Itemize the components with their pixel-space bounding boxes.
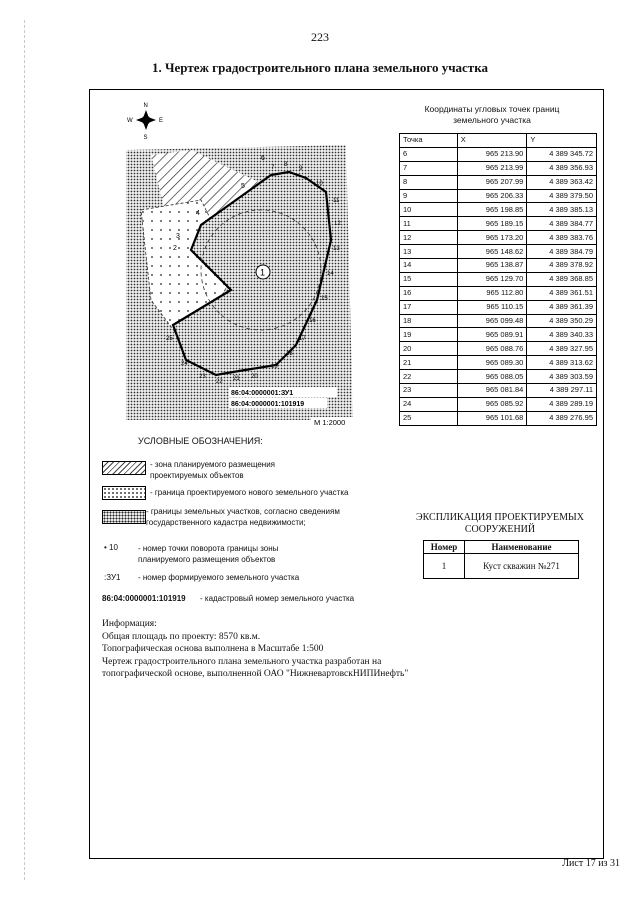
point-label: 10 <box>316 181 323 187</box>
table-row <box>400 328 597 342</box>
cell-y: 4 389 356.93 <box>527 161 597 175</box>
legend-title: УСЛОВНЫЕ ОБОЗНАЧЕНИЯ: <box>138 436 263 446</box>
table-row <box>400 384 597 398</box>
info-block <box>102 618 572 681</box>
cell-point: 22 <box>400 370 458 384</box>
legend-cad-text: - кадастровый номер земельного участка <box>200 594 355 603</box>
point-label: 15 <box>321 296 328 302</box>
legend-zu-text: - номер формируемого земельного участка <box>138 573 300 582</box>
cell-point: 24 <box>400 397 458 411</box>
point-label: 3 <box>176 233 180 240</box>
cell-x: 965 089.30 <box>457 356 527 370</box>
compass-south: S <box>143 135 148 141</box>
table-row <box>400 411 597 425</box>
table-row <box>400 217 597 231</box>
cell-y: 4 389 350.29 <box>527 314 597 328</box>
cell-point: 6 <box>400 147 458 161</box>
coords-title-line2: земельного участка <box>453 115 531 125</box>
cell-y: 4 389 384.77 <box>527 217 597 231</box>
cell-point: 15 <box>400 272 458 286</box>
table-row <box>400 231 597 245</box>
cell-y: 4 389 361.39 <box>527 300 597 314</box>
coords-title-line1: Координаты угловых точек границ <box>424 104 560 114</box>
cell-x: 965 138.87 <box>457 259 527 273</box>
point-label: 20 <box>251 374 258 380</box>
table-row <box>400 175 597 189</box>
cell-name: Куст скважин №271 <box>465 554 579 579</box>
page-number: 223 <box>311 30 329 44</box>
cadastral-number-label: 86:04:0000001:101919 <box>231 401 305 408</box>
table-row <box>400 397 597 411</box>
cell-point: 9 <box>400 189 458 203</box>
cell-y: 4 389 383.76 <box>527 231 597 245</box>
table-row <box>400 259 597 273</box>
cell-x: 965 088.76 <box>457 342 527 356</box>
point-label: 14 <box>327 271 334 277</box>
cell-y: 4 389 368.85 <box>527 272 597 286</box>
cell-x: 965 089.91 <box>457 328 527 342</box>
point-label: 2 <box>173 245 177 252</box>
cell-y: 4 389 345.72 <box>527 147 597 161</box>
page-title: 1. Чертеж градостроительного плана земельного участка <box>151 60 488 75</box>
cell-point: 17 <box>400 300 458 314</box>
info-note-line1: Чертеж градостроительного плана земельного участка разработан на <box>102 656 382 667</box>
cell-point: 18 <box>400 314 458 328</box>
info-scale: Топографическая основа выполнена в Масштабе 1:500 <box>102 644 324 654</box>
cell-point: 12 <box>400 231 458 245</box>
point-label: 7 <box>271 165 275 171</box>
cell-point: 25 <box>400 411 458 425</box>
cell-point: 7 <box>400 161 458 175</box>
col-name: Наименование <box>465 541 579 554</box>
cell-x: 965 081.84 <box>457 384 527 398</box>
col-point: Точка <box>400 134 458 148</box>
point-label: 11 <box>333 198 340 204</box>
info-note-line2: топографической основе, выполненной ОАО "НижневартовскНИПИнефть" <box>102 669 409 679</box>
point-label: 16 <box>309 318 316 324</box>
cell-point: 14 <box>400 259 458 273</box>
info-heading: Информация: <box>102 619 157 629</box>
table-row <box>400 147 597 161</box>
cell-point: 20 <box>400 342 458 356</box>
cell-point: 21 <box>400 356 458 370</box>
cell-x: 965 206.33 <box>457 189 527 203</box>
cell-y: 4 389 340.33 <box>527 328 597 342</box>
table-row <box>400 161 597 175</box>
point-label: 13 <box>333 246 340 252</box>
table-row <box>400 286 597 300</box>
info-area: Общая площадь по проекту: 8570 кв.м. <box>102 631 261 642</box>
compass-west: W <box>127 118 133 124</box>
legend-dots-swatch <box>102 486 146 500</box>
cell-point: 11 <box>400 217 458 231</box>
cell-y: 4 389 379.50 <box>527 189 597 203</box>
cell-x: 965 088.05 <box>457 370 527 384</box>
table-header-row <box>400 134 597 148</box>
table-row <box>400 342 597 356</box>
cell-point: 10 <box>400 203 458 217</box>
point-label: 18 <box>286 351 293 357</box>
table-row <box>400 272 597 286</box>
point-label: 22 <box>216 379 223 385</box>
point-label: 4 <box>196 210 200 217</box>
point-label: 24 <box>181 361 188 367</box>
point-label: 19 <box>271 364 278 370</box>
sheet-counter: Лист 17 из 31 <box>562 858 620 869</box>
point-label: 23 <box>199 374 206 380</box>
table-header-row <box>424 541 579 554</box>
legend-zu-symbol: :ЗУ1 <box>104 573 121 582</box>
cell-x: 965 099.48 <box>457 314 527 328</box>
cell-y: 4 389 303.59 <box>527 370 597 384</box>
col-y: Y <box>527 134 597 148</box>
table-row <box>400 189 597 203</box>
cell-point: 23 <box>400 384 458 398</box>
table-row <box>400 203 597 217</box>
explication-title: ЭКСПЛИКАЦИЯ ПРОЕКТИРУЕМЫХ СООРУЖЕНИЙ <box>416 512 584 535</box>
cell-y: 4 389 363.42 <box>527 175 597 189</box>
cell-x: 965 112.80 <box>457 286 527 300</box>
scale-label: М 1:2000 <box>314 418 346 427</box>
point-label: 25 <box>166 336 173 342</box>
legend-new-plot: - граница проектируемого нового земельного участка <box>150 488 349 497</box>
cell-y: 4 389 327.95 <box>527 342 597 356</box>
cell-x: 965 101.68 <box>457 411 527 425</box>
cell-y: 4 389 378.92 <box>527 259 597 273</box>
cell-x: 965 198.85 <box>457 203 527 217</box>
cell-y: 4 389 276.95 <box>527 411 597 425</box>
legend-point-text: - номер точки поворота границы зоны планируемого размещения объектов <box>138 544 279 564</box>
legend-hatch-zone: - зона планируемого размещения проектируемых объектов <box>150 460 276 480</box>
cell-y: 4 389 384.79 <box>527 245 597 259</box>
cell-y: 4 389 289.19 <box>527 397 597 411</box>
cell-x: 965 110.15 <box>457 300 527 314</box>
compass-north: N <box>143 103 148 109</box>
cell-point: 8 <box>400 175 458 189</box>
cell-x: 965 129.70 <box>457 272 527 286</box>
cell-point: 19 <box>400 328 458 342</box>
point-label: 5 <box>241 183 245 190</box>
explication-table <box>423 540 579 579</box>
coords-title <box>392 104 592 126</box>
legend-point-symbol: • 10 <box>104 543 118 552</box>
cell-x: 965 213.99 <box>457 161 527 175</box>
table-row <box>400 245 597 259</box>
legend-cadastre: - границы земельных участков, согласно сведениям государственного кадастра недвижимости; <box>146 507 340 527</box>
cell-point: 16 <box>400 286 458 300</box>
site-plan-map <box>121 100 361 430</box>
plot-code-label: 86:04:0000001:ЗУ1 <box>231 390 294 397</box>
point-label: 6 <box>261 155 265 162</box>
compass-east: E <box>159 118 164 124</box>
cell-point: 13 <box>400 245 458 259</box>
table-row <box>400 314 597 328</box>
scan-margin-line <box>24 20 25 880</box>
table-row <box>400 300 597 314</box>
legend-dense-swatch <box>102 510 146 524</box>
legend-cad-symbol: 86:04:0000001:101919 <box>102 594 186 603</box>
cell-y: 4 389 313.62 <box>527 356 597 370</box>
cell-number: 1 <box>424 554 465 579</box>
cell-y: 4 389 385.13 <box>527 203 597 217</box>
compass-rose-icon <box>127 103 163 141</box>
legend-hatch-swatch <box>102 461 146 475</box>
point-label: 12 <box>334 221 341 227</box>
point-label: 9 <box>299 166 303 172</box>
col-number: Номер <box>424 541 465 554</box>
point-label: 8 <box>284 162 288 168</box>
coordinates-table <box>399 133 597 426</box>
cell-x: 965 085.92 <box>457 397 527 411</box>
cell-y: 4 389 361.51 <box>527 286 597 300</box>
table-row <box>400 370 597 384</box>
table-row <box>424 554 579 579</box>
cell-x: 965 213.90 <box>457 147 527 161</box>
table-row <box>400 356 597 370</box>
plot-number: 1 <box>260 267 266 278</box>
cell-y: 4 389 297.11 <box>527 384 597 398</box>
col-x: X <box>457 134 527 148</box>
cell-x: 965 207.99 <box>457 175 527 189</box>
point-label: 17 <box>299 336 306 342</box>
cell-x: 965 148.62 <box>457 245 527 259</box>
cell-x: 965 189.15 <box>457 217 527 231</box>
point-label: 21 <box>233 376 240 382</box>
cell-x: 965 173.20 <box>457 231 527 245</box>
